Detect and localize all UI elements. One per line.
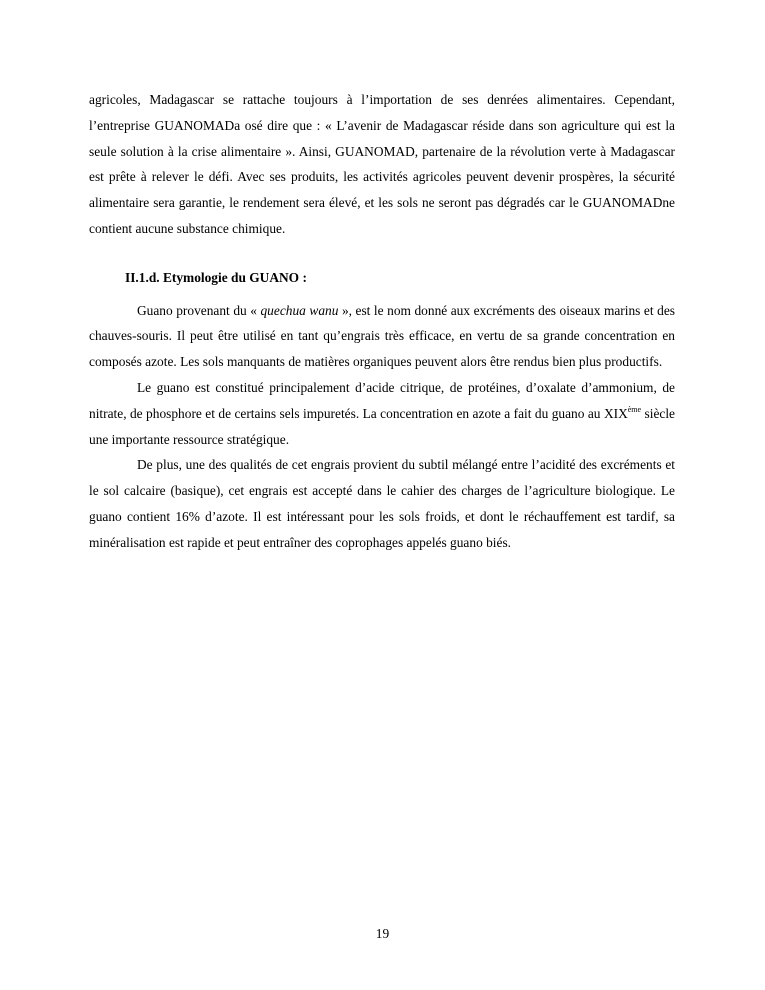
page-number: 19 — [375, 926, 390, 941]
document-page — [89, 87, 675, 556]
section-heading: II.1.d. Etymologie du GUANO : — [125, 269, 307, 285]
text-segment: Le guano est constitué principalement d’acide citrique, de protéines, d’oxalate d’ammonium, de nitrate, de phosphore et de certains sels impuretés. La concentration en azote a fait du guano au XIX — [89, 379, 675, 421]
text-segment: siècle une importante ressource stratégique. — [89, 405, 675, 447]
text-segment: », est le nom donné aux excréments des oiseaux marins et des chauves-souris. Il peut être utilisé en tant qu’engrais très efficace, en vertu de sa grande concentration en composés azote. Les sols manquants de matières organiques peuvent alors être rendus bien plus productifs. — [89, 302, 675, 370]
superscript: ème — [627, 404, 642, 414]
paragraph-intro: agricoles, Madagascar se rattache toujours à l’importation de ses denrées alimentaires. Cependant, l’entreprise GUANOMADa osé dire que : « L’avenir de Madagascar réside dans son agriculture qui est la seule solution à la crise alimentaire ». Ainsi, GUANOMAD, partenaire de la révolution verte à Madagascar est prête à relever le défi. Avec ses produits, les activités agricoles peuvent devenir prospères, la sécurité alimentaire sera garantie, le rendement sera élevé, et les sols ne seront pas dégradés car le GUANOMADne contient aucune substance chimique. — [89, 92, 675, 236]
text-segment: Guano provenant du « — [137, 302, 261, 318]
paragraph-guano-origin — [89, 298, 675, 375]
paragraph-guano-qualities: De plus, une des qualités de cet engrais provient du subtil mélangé entre l’acidité des excréments et le sol calcaire (basique), cet engrais est accepté dans le cahier des charges de l’agriculture biologique. Le guano contient 16% d’azote. Il est intéressant pour les sols froids, et dont le réchauffement est tardif, sa minéralisation est rapide et peut entraîner des coprophages appelés guano biés. — [89, 457, 675, 550]
italic-term: quechua wanu — [260, 302, 339, 318]
paragraph-guano-composition — [89, 375, 675, 452]
